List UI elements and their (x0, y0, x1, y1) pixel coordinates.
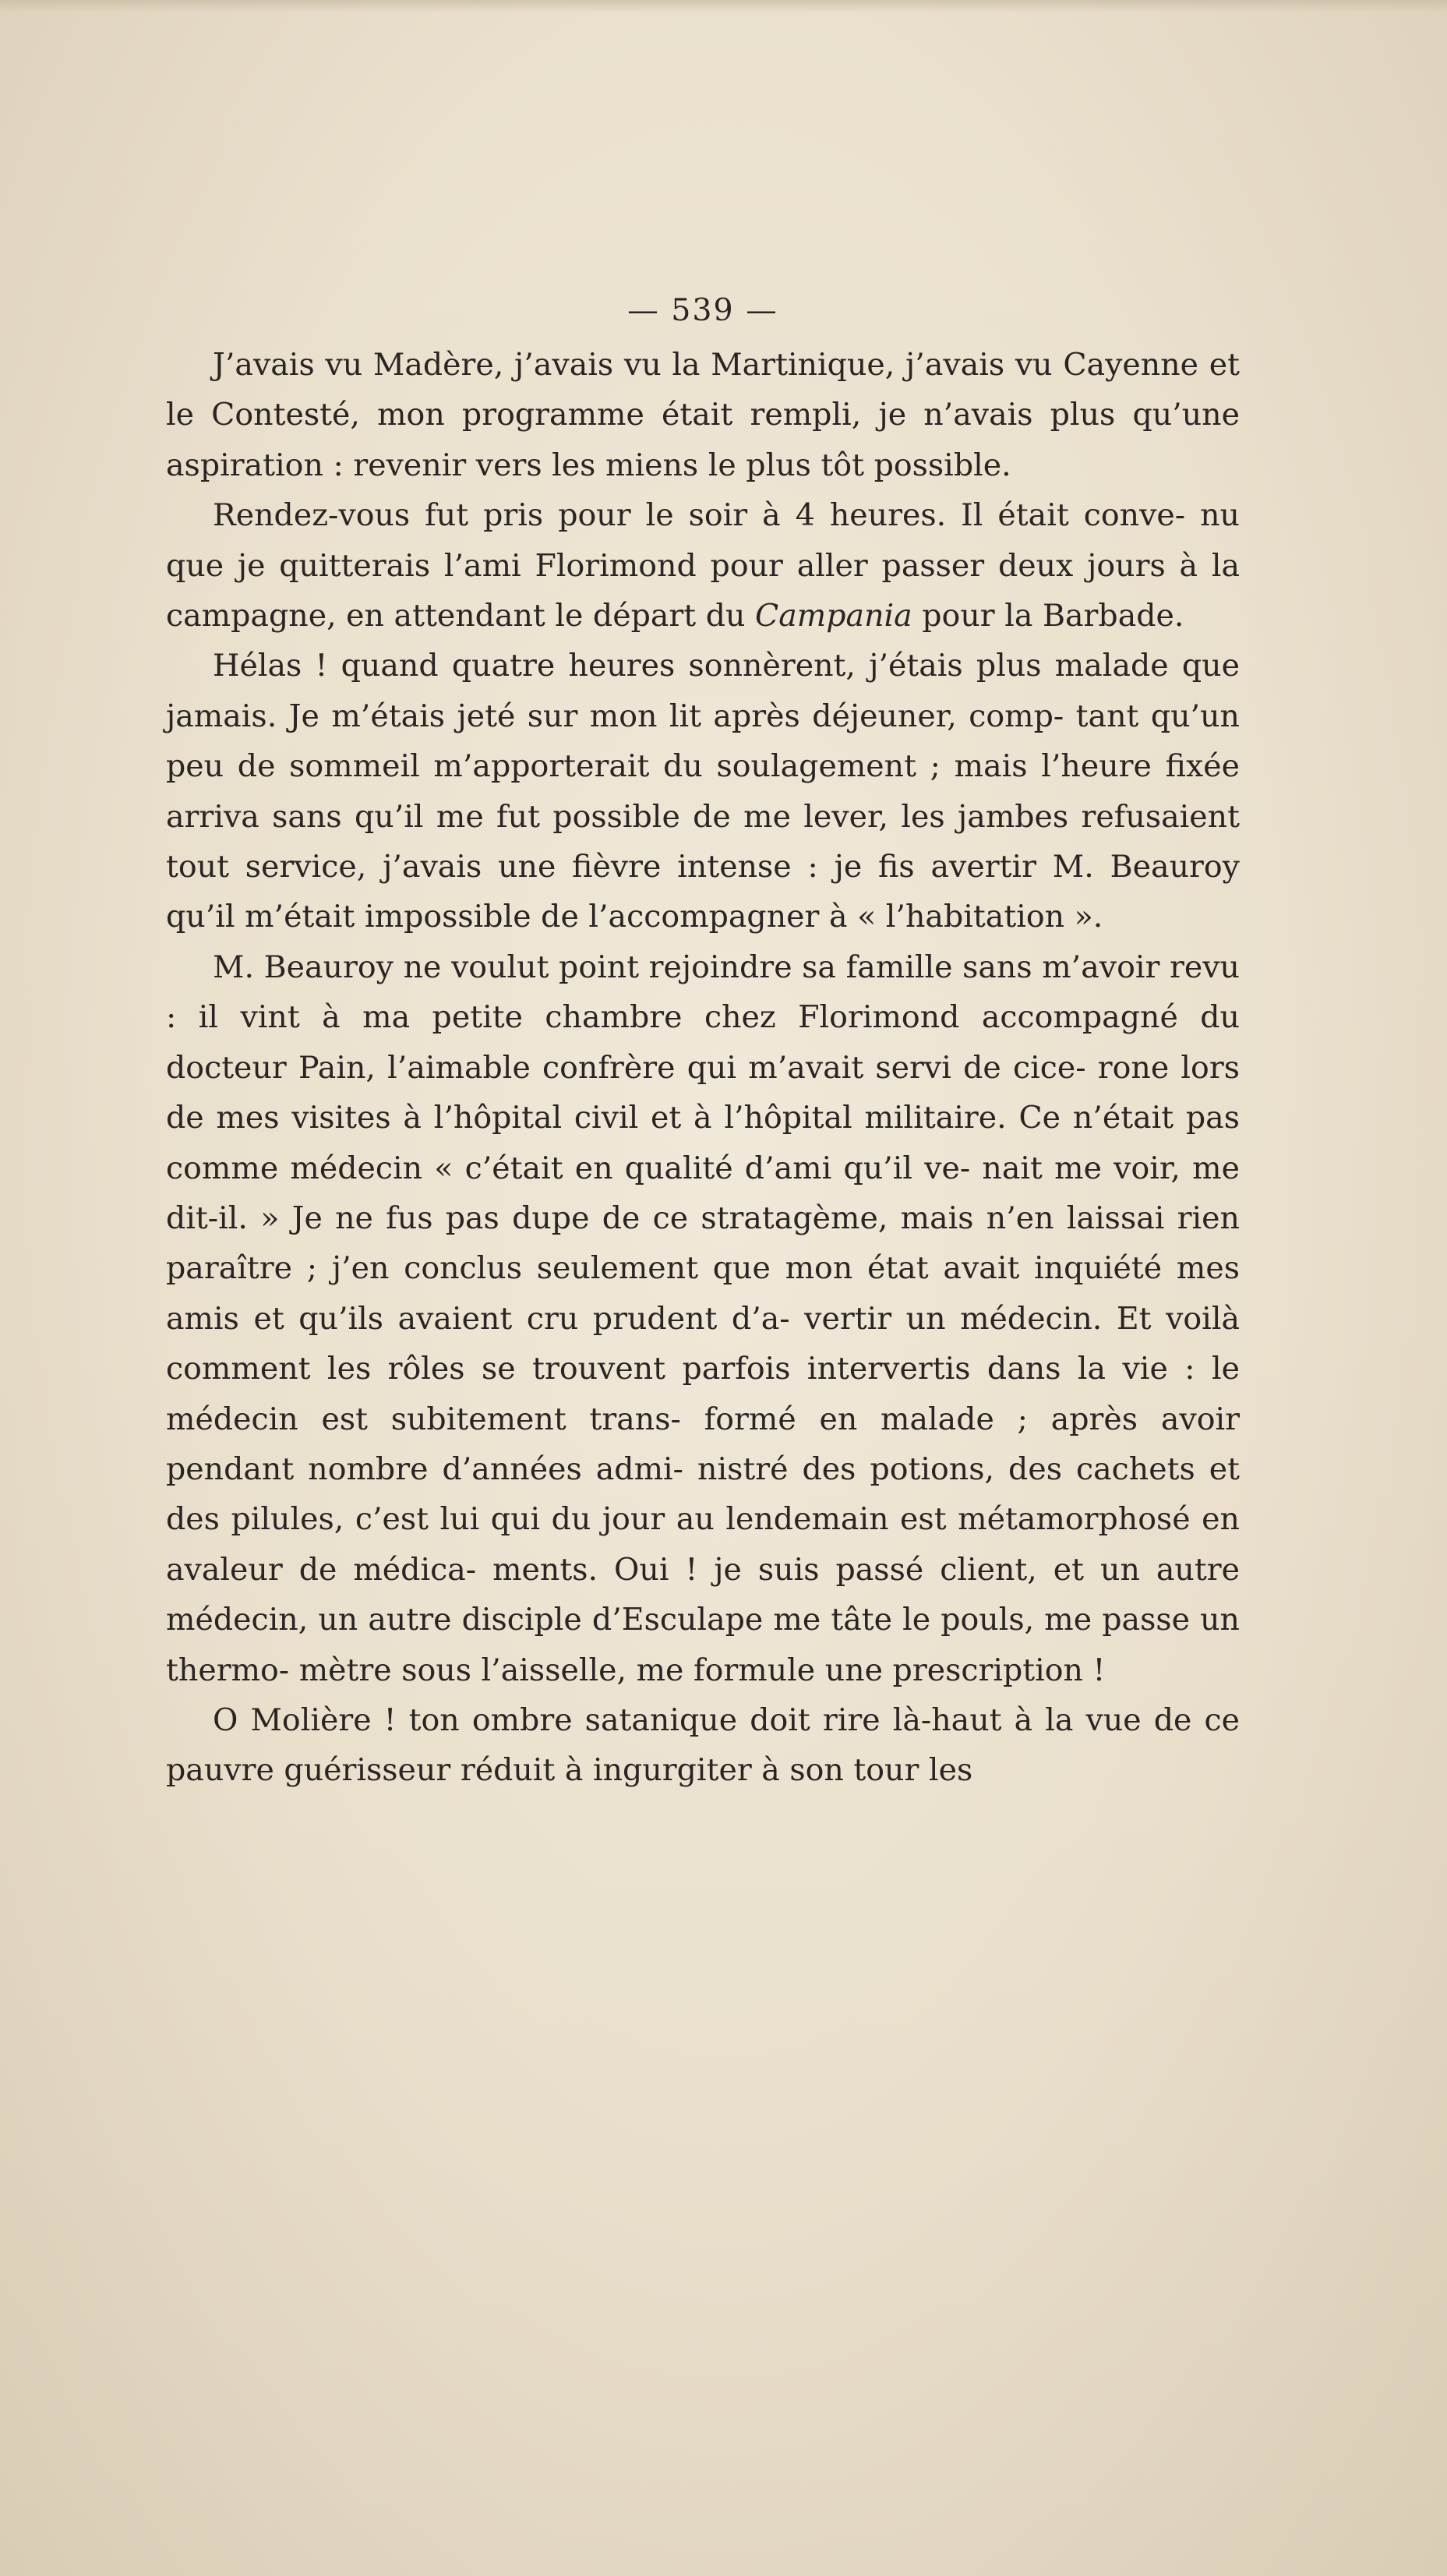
ship-name-italic: Campania (755, 598, 912, 634)
page-number: — 539 — (627, 292, 778, 328)
paragraph-5: O Molière ! ton ombre satanique doit rire là-haut à la vue de ce pauvre guérisseur réduit à ingurgiter à son tour les (166, 1701, 1240, 1789)
paragraph-2 (166, 490, 1240, 641)
paragraph-1: J’avais vu Madère, j’avais vu la Martinique, j’avais vu Cayenne et le Contesté, mon programme était rempli, je n’avais plus qu’une aspiration : revenir vers les miens le plus tôt possible. (166, 347, 1240, 483)
paragraph-2-text-a: Rendez-vous fut pris pour le soir à 4 heures. Il était conve- nu que je quitterais l’ami Florimond pour aller passer deux jours à la campagne, en attendant le départ du (166, 497, 1240, 634)
paragraph-3: Hélas ! quand quatre heures sonnèrent, j’étais plus malade que jamais. Je m’étais jeté sur mon lit après déjeuner, comp- tant qu’un peu de sommeil m’apporterait du soulagement ; mais l’heure fixée arriva sans qu’il me fut possible de me lever, les jambes refusaient tout service, j’avais une fièvre intense : je fis avertir M. Beauroy qu’il m’était impossible de l’accompagner à « l’habitation ». (166, 648, 1240, 935)
page-text-block (166, 285, 1240, 1796)
paragraph-4: M. Beauroy ne voulut point rejoindre sa famille sans m’avoir revu : il vint à ma petite chambre chez Florimond accompagné du docteur Pain, l’aimable confrère qui m’avait servi de cice- rone lors de mes visites à l’hôpital civil et à l’hôpital militaire. Ce n’était pas comme médecin « c’était en qualité d’ami qu’il ve- nait me voir, me dit-il. » Je ne fus pas dupe de ce stratagème, mais n’en laissai rien paraître ; j’en conclus seulement que mon état avait inquiété mes amis et qu’ils avaient cru prudent d’a- vertir un médecin. Et voilà comment les rôles se trouvent parfois intervertis dans la vie : le médecin est subitement trans- formé en malade ; après avoir pendant nombre d’années admi- nistré des potions, des cachets et des pilules, c’est lui qui du jour au lendemain est métamorphosé en avaleur de médica- ments. Oui ! je suis passé client, et un autre médecin, un autre disciple d’Esculape me tâte le pouls, me passe un thermo- mètre sous l’aisselle, me formule une prescription ! (166, 949, 1240, 1688)
paragraph-2-text-b: pour la Barbade. (912, 598, 1184, 634)
